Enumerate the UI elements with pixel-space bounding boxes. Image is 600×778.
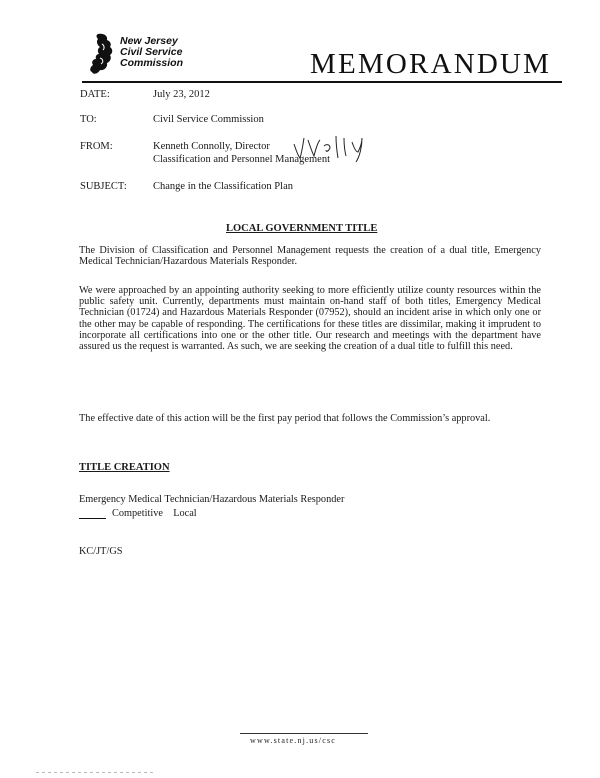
org-line-3: Commission [120,57,184,69]
title-class-designation: Competitive Local [112,508,197,519]
subject-label: SUBJECT: [80,181,127,192]
footer-divider [240,733,368,734]
from-label: FROM: [80,141,113,152]
date-value: July 23, 2012 [153,89,210,100]
org-line-2: Civil Service [120,46,183,58]
document-type-title: MEMORANDUM [310,48,552,80]
to-label: TO: [80,114,97,125]
author-initials: KC/JT/GS [79,546,123,557]
check-blank-line [79,518,106,519]
from-value-name: Kenneth Connolly, Director [153,141,270,152]
date-label: DATE: [80,89,110,100]
handwritten-signature [290,130,380,164]
subject-value: Change in the Classification Plan [153,181,293,192]
section-heading-local-government-title: LOCAL GOVERNMENT TITLE [226,223,378,234]
new-title-name: Emergency Medical Technician/Hazardous Materials Responder [79,494,345,505]
header-divider [82,81,562,83]
from-value-division: Classification and Personnel Management [153,154,330,165]
letterhead-org-name [120,36,183,69]
section-heading-title-creation: TITLE CREATION [79,462,170,473]
footer-website: www.state.nj.us/csc [250,736,337,745]
nj-csc-logo [86,32,196,78]
body-paragraph-2: We were approached by an appointing authority seeking to more efficiently utilize county resources within the public safety unit. Currently, departments must maintain on-hand staff of both titles, Emergency Medical Technician (01724) and Hazardous Materials Responder (07952), should an incident arise in which only one or the other may be capable of responding. The certifications for these titles are dissimilar, making it imprudent to incorporate all certifications into one or the other title. Our research and meetings with the department have assured us the request is warranted. As such, we are seeking the creation of a dual title to fulfill this need. [79,285,541,353]
body-paragraph-3: The effective date of this action will be the first pay period that follows the Commission’s approval. [79,413,491,424]
scan-artifact-line [36,772,156,773]
org-line-1: New Jersey [120,35,178,47]
new-jersey-state-icon [86,32,120,76]
to-value: Civil Service Commission [153,114,264,125]
body-paragraph-1: The Division of Classification and Personnel Management requests the creation of a dual title, Emergency Medical Technician/Hazardous Materials Responder. [79,245,541,268]
